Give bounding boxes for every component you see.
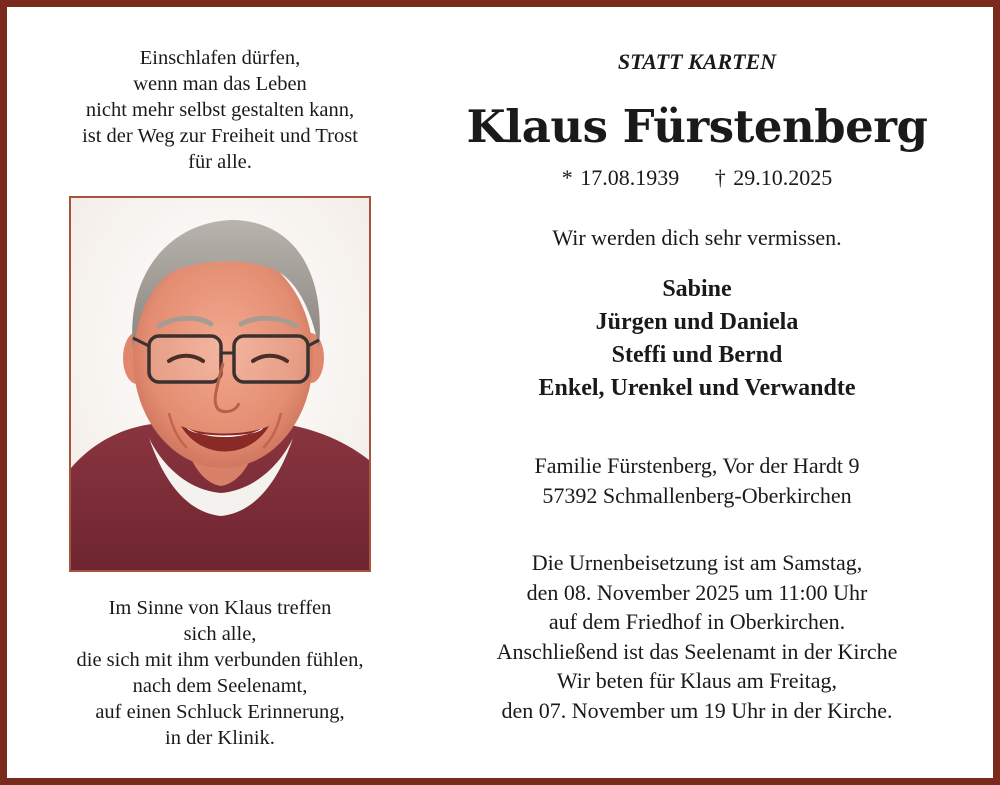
closing-line: sich alle, <box>183 623 257 645</box>
family-address <box>437 451 957 511</box>
poem-line: wenn man das Leben <box>133 73 307 95</box>
right-column <box>437 47 957 725</box>
service-line: den 08. November 2025 um 11:00 Uhr <box>526 579 868 605</box>
closing-line: nach dem Seelenamt, <box>132 675 308 697</box>
deceased-name: Klaus Fürstenberg <box>466 100 928 153</box>
service-line: den 07. November um 19 Uhr in der Kirche. <box>501 697 893 723</box>
service-line: Wir beten für Klaus am Freitag, <box>556 668 838 693</box>
service-details <box>437 548 957 725</box>
left-column <box>35 45 405 175</box>
header-statt-karten: STATT KARTEN <box>617 49 777 74</box>
opening-poem <box>35 45 405 175</box>
mourner-line: Jürgen und Daniela <box>595 309 799 335</box>
closing-line: in der Klinik. <box>165 727 275 749</box>
mourners-list <box>437 273 957 405</box>
closing-line: Im Sinne von Klaus treffen <box>108 597 332 619</box>
poem-line: ist der Weg zur Freiheit und Trost <box>82 125 358 147</box>
poem-line: Einschlafen dürfen, <box>139 47 301 69</box>
service-line: auf dem Friedhof in Oberkirchen. <box>548 609 846 634</box>
mourner-line: Enkel, Urenkel und Verwandte <box>538 375 856 401</box>
life-dates <box>437 163 957 193</box>
closing-line: auf einen Schluck Erinnerung, <box>95 701 345 723</box>
closing-line: die sich mit ihm verbunden fühlen, <box>76 649 364 671</box>
mourner-line: Sabine <box>662 276 732 302</box>
address-line: 57392 Schmallenberg-Oberkirchen <box>542 483 852 508</box>
birth-date: * 17.08.1939 <box>561 165 680 190</box>
portrait-photo <box>69 196 371 572</box>
service-line: Die Urnenbeisetzung ist am Samstag, <box>531 550 863 575</box>
death-date: † 29.10.2025 <box>714 165 833 190</box>
poem-line: für alle. <box>188 151 252 173</box>
poem-line: nicht mehr selbst gestalten kann, <box>85 99 355 121</box>
farewell-message: Wir werden dich sehr vermissen. <box>552 225 842 250</box>
portrait-illustration <box>71 198 369 570</box>
mourner-line: Steffi und Bernd <box>611 342 783 368</box>
closing-poem <box>35 595 405 751</box>
service-line: Anschließend ist das Seelenamt in der Kirche <box>496 638 898 664</box>
address-line: Familie Fürstenberg, Vor der Hardt 9 <box>534 453 860 478</box>
